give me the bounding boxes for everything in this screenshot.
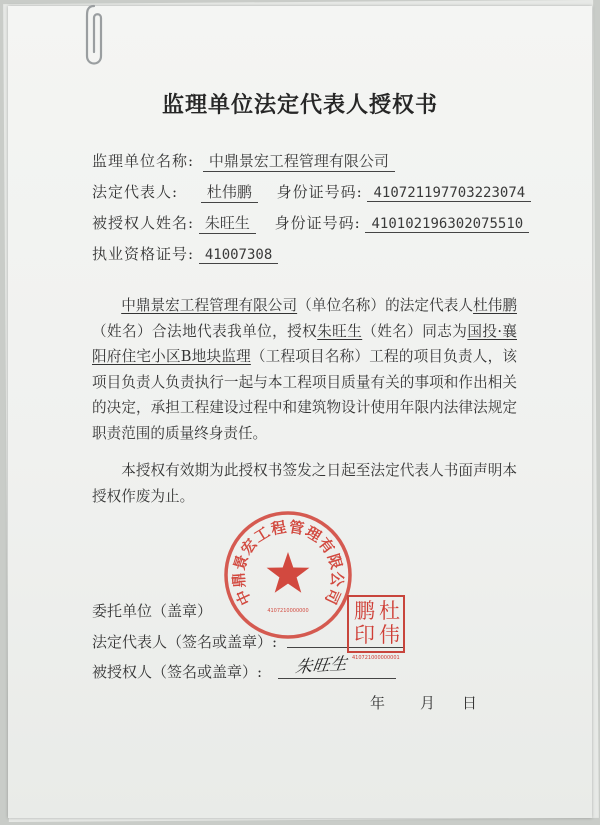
body-text-4: （工程项目名称）工程的项目负责人，该项目负责人负责执行一起与本工程项目质量有关的事项和作出相关的决定，承担工程建设过程中和建筑物设计使用年限内法律法规定职责范围的质量终身责任。 xyxy=(92,348,517,442)
document-title: 监理单位法定代表人授权书 xyxy=(161,92,438,118)
grantee-id-value: 410102196302075510 xyxy=(365,216,529,233)
grantee-value: 朱旺生 xyxy=(199,212,256,234)
unit-label: 监理单位名称: xyxy=(92,152,195,170)
rep-value: 杜伟鹏 xyxy=(201,181,258,203)
paperclip-icon xyxy=(74,4,114,74)
body-grantee: 朱旺生 xyxy=(317,322,363,340)
body-project: 国投·襄阳府住宅小区B地块监理 xyxy=(92,322,517,365)
date-year-label: 年 xyxy=(370,694,386,712)
body-company: 中鼎景宏工程管理有限公司 xyxy=(121,297,298,314)
seal-char-yin: 印 xyxy=(354,623,375,647)
legal-rep-signature-label: 法定代表人（签名或盖章）: xyxy=(92,633,278,651)
grantee-label: 被授权人姓名: xyxy=(92,214,195,232)
seal-star-icon xyxy=(267,552,310,593)
client-unit-label: 委托单位（盖章） xyxy=(92,602,213,620)
grantee-signature-label: 被授权人（签名或盖章）: xyxy=(92,663,263,681)
seal-text: 中鼎景宏工程管理有限公司 xyxy=(229,517,347,608)
unit-value: 中鼎景宏工程管理有限公司 xyxy=(203,150,395,172)
grantee-signature-line xyxy=(278,678,396,679)
personal-seal-icon xyxy=(347,595,405,653)
rep-id-label: 身份证号码: xyxy=(276,183,363,201)
grantee-id-label: 身份证号码: xyxy=(274,214,361,232)
authorization-paragraph xyxy=(92,293,517,446)
seal-char-du: 杜 xyxy=(379,599,400,623)
rep-id-value: 410721197703223074 xyxy=(367,185,531,202)
cert-label: 执业资格证号: xyxy=(92,245,195,263)
date-day-label: 日 xyxy=(462,694,478,712)
authorization-body xyxy=(92,293,517,509)
seal-number: 4107210000000 xyxy=(267,608,309,614)
rep-label: 法定代表人: xyxy=(92,183,179,201)
cert-row xyxy=(92,243,278,264)
body-text-3: （姓名）同志为 xyxy=(362,322,468,340)
seal-char-peng: 鹏 xyxy=(354,599,375,623)
date-month-label: 月 xyxy=(420,694,436,712)
personal-seal-code: 410721000000001 xyxy=(352,655,400,661)
company-seal-icon xyxy=(221,508,355,642)
grantee-handwritten-signature: 朱旺生 xyxy=(293,654,349,678)
unit-row xyxy=(92,150,395,172)
rep-row xyxy=(92,181,531,203)
body-text-2: （姓名）合法地代表我单位，授权 xyxy=(92,322,318,340)
body-text-1: （单位名称）的法定代表人 xyxy=(297,297,474,314)
cert-value: 41007308 xyxy=(199,247,278,264)
validity-paragraph: 本授权有效期为此授权书签发之日起至法定代表人书面声明本授权作废为止。 xyxy=(92,462,517,505)
grantee-row xyxy=(92,212,529,234)
seal-char-wei: 伟 xyxy=(379,623,400,647)
body-rep: 杜伟鹏 xyxy=(473,297,517,314)
